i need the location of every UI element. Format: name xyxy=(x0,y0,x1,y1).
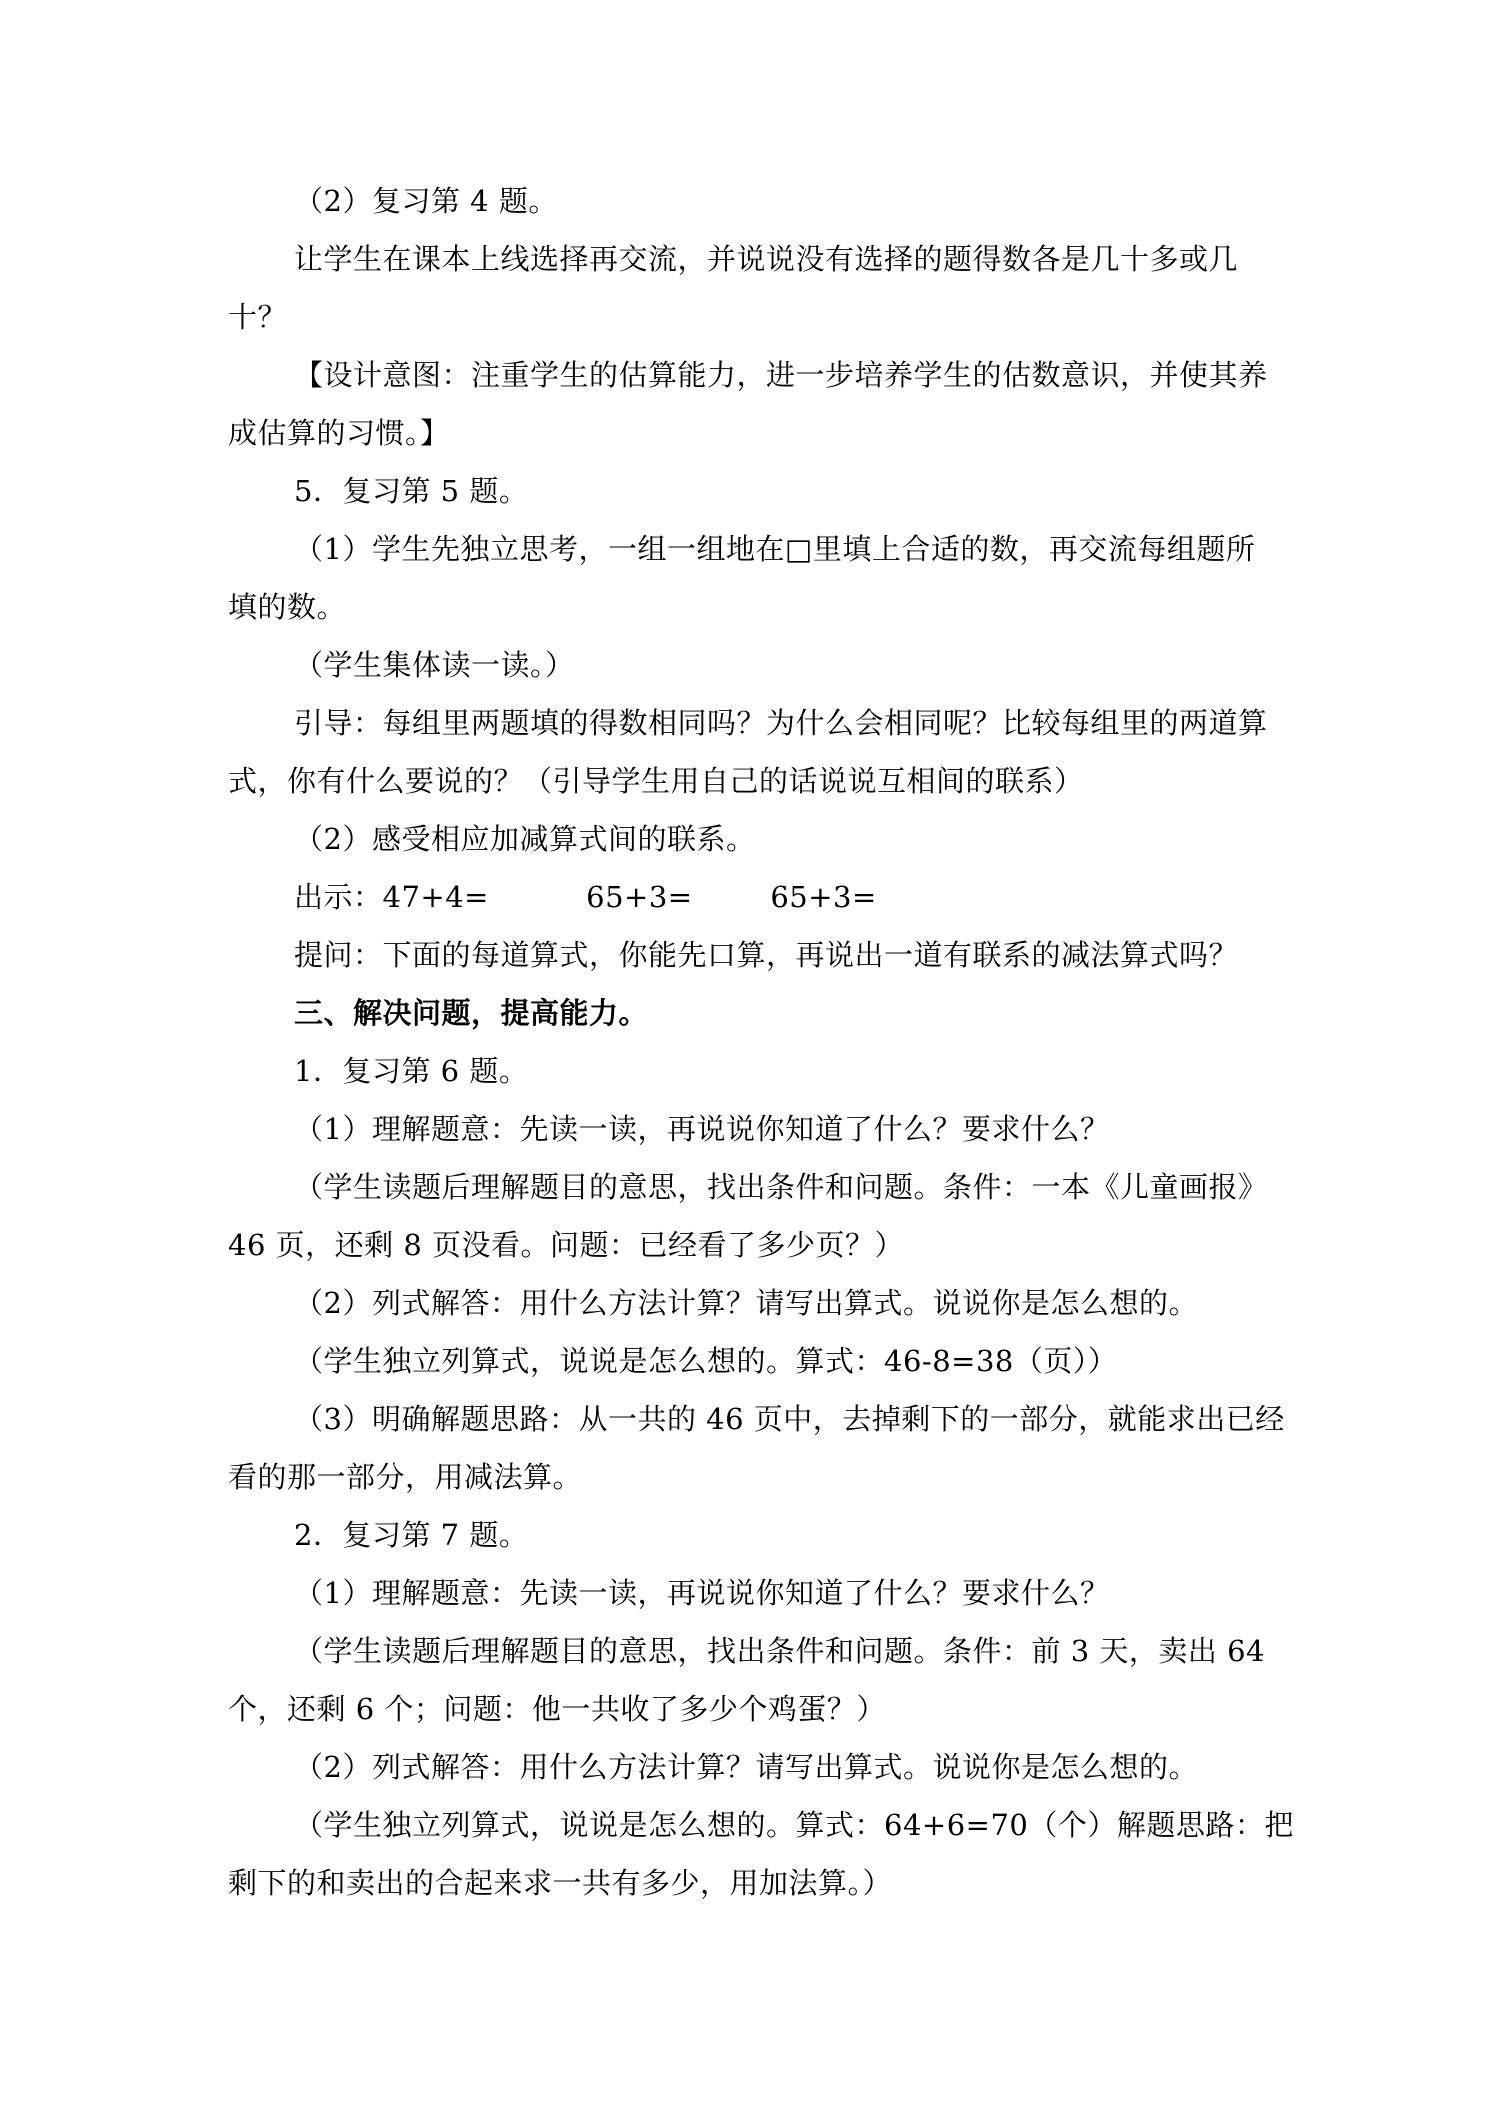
paragraph-line: 看的那一部分，用减法算。 xyxy=(228,1460,583,1494)
paragraph-line: 引导：每组里两题填的得数相同吗？为什么会相同呢？比较每组里的两道算 xyxy=(294,706,1268,740)
paragraph-line: （2）列式解答：用什么方法计算？请写出算式。说说你是怎么想的。 xyxy=(294,1286,1198,1320)
paragraph-line: （1）理解题意：先读一读，再说说你知道了什么？要求什么？ xyxy=(294,1576,1110,1610)
design-intent-note: 【设计意图：注重学生的估算能力，进一步培养学生的估数意识，并使其养 xyxy=(294,358,1268,392)
review-item-7-heading: 2．复习第 7 题。 xyxy=(294,1518,529,1552)
paragraph-line: （1）学生先独立思考，一组一组地在□里填上合适的数，再交流每组题所 xyxy=(294,532,1256,566)
paragraph-line: 提问：下面的每道算式，你能先口算，再说出一道有联系的减法算式吗？ xyxy=(294,938,1239,972)
paragraph-line: （3）明确解题思路：从一共的 46 页中，去掉剩下的一部分，就能求出已经 xyxy=(294,1402,1285,1436)
paragraph-line: 个，还剩 6 个；问题：他一共收了多少个鸡蛋？） xyxy=(228,1692,886,1726)
paragraph-line: （2）感受相应加减算式间的联系。 xyxy=(294,822,756,856)
paragraph-line: （2）列式解答：用什么方法计算？请写出算式。说说你是怎么想的。 xyxy=(294,1750,1198,1784)
paragraph-line: 剩下的和卖出的合起来求一共有多少，用加法算。） xyxy=(228,1866,893,1900)
review-item-5-heading: 5．复习第 5 题。 xyxy=(294,474,529,508)
design-intent-note: 成估算的习惯。】 xyxy=(228,416,450,450)
section-heading: 三、解决问题，提高能力。 xyxy=(294,996,649,1030)
paragraph-line: 十？ xyxy=(228,300,288,334)
paragraph-line: （学生独立列算式，说说是怎么想的。算式：64+6=70（个）解题思路：把 xyxy=(294,1808,1294,1842)
paragraph-line: （1）理解题意：先读一读，再说说你知道了什么？要求什么？ xyxy=(294,1112,1110,1146)
paragraph-line: （学生读题后理解题目的意思，找出条件和问题。条件：一本《儿童画报》 xyxy=(294,1170,1268,1204)
review-item-4-heading: （2）复习第 4 题。 xyxy=(294,184,558,218)
review-item-6-heading: 1．复习第 6 题。 xyxy=(294,1054,529,1088)
paragraph-line: （学生集体读一读。） xyxy=(294,648,575,682)
paragraph-line: （学生读题后理解题目的意思，找出条件和问题。条件：前 3 天，卖出 64 xyxy=(294,1634,1266,1668)
paragraph-line: （学生独立列算式，说说是怎么想的。算式：46-8=38（页）） xyxy=(294,1344,1118,1378)
paragraph-line: 让学生在课本上线选择再交流，并说说没有选择的题得数各是几十多或几 xyxy=(294,242,1239,276)
equation-line: 出示：47+4= 65+3= 65+3= xyxy=(294,880,877,914)
paragraph-line: 46 页，还剩 8 页没看。问题：已经看了多少页？） xyxy=(228,1228,905,1262)
paragraph-line: 式，你有什么要说的？（引导学生用自己的话说说互相间的联系） xyxy=(228,764,1084,798)
paragraph-line: 填的数。 xyxy=(228,590,347,624)
